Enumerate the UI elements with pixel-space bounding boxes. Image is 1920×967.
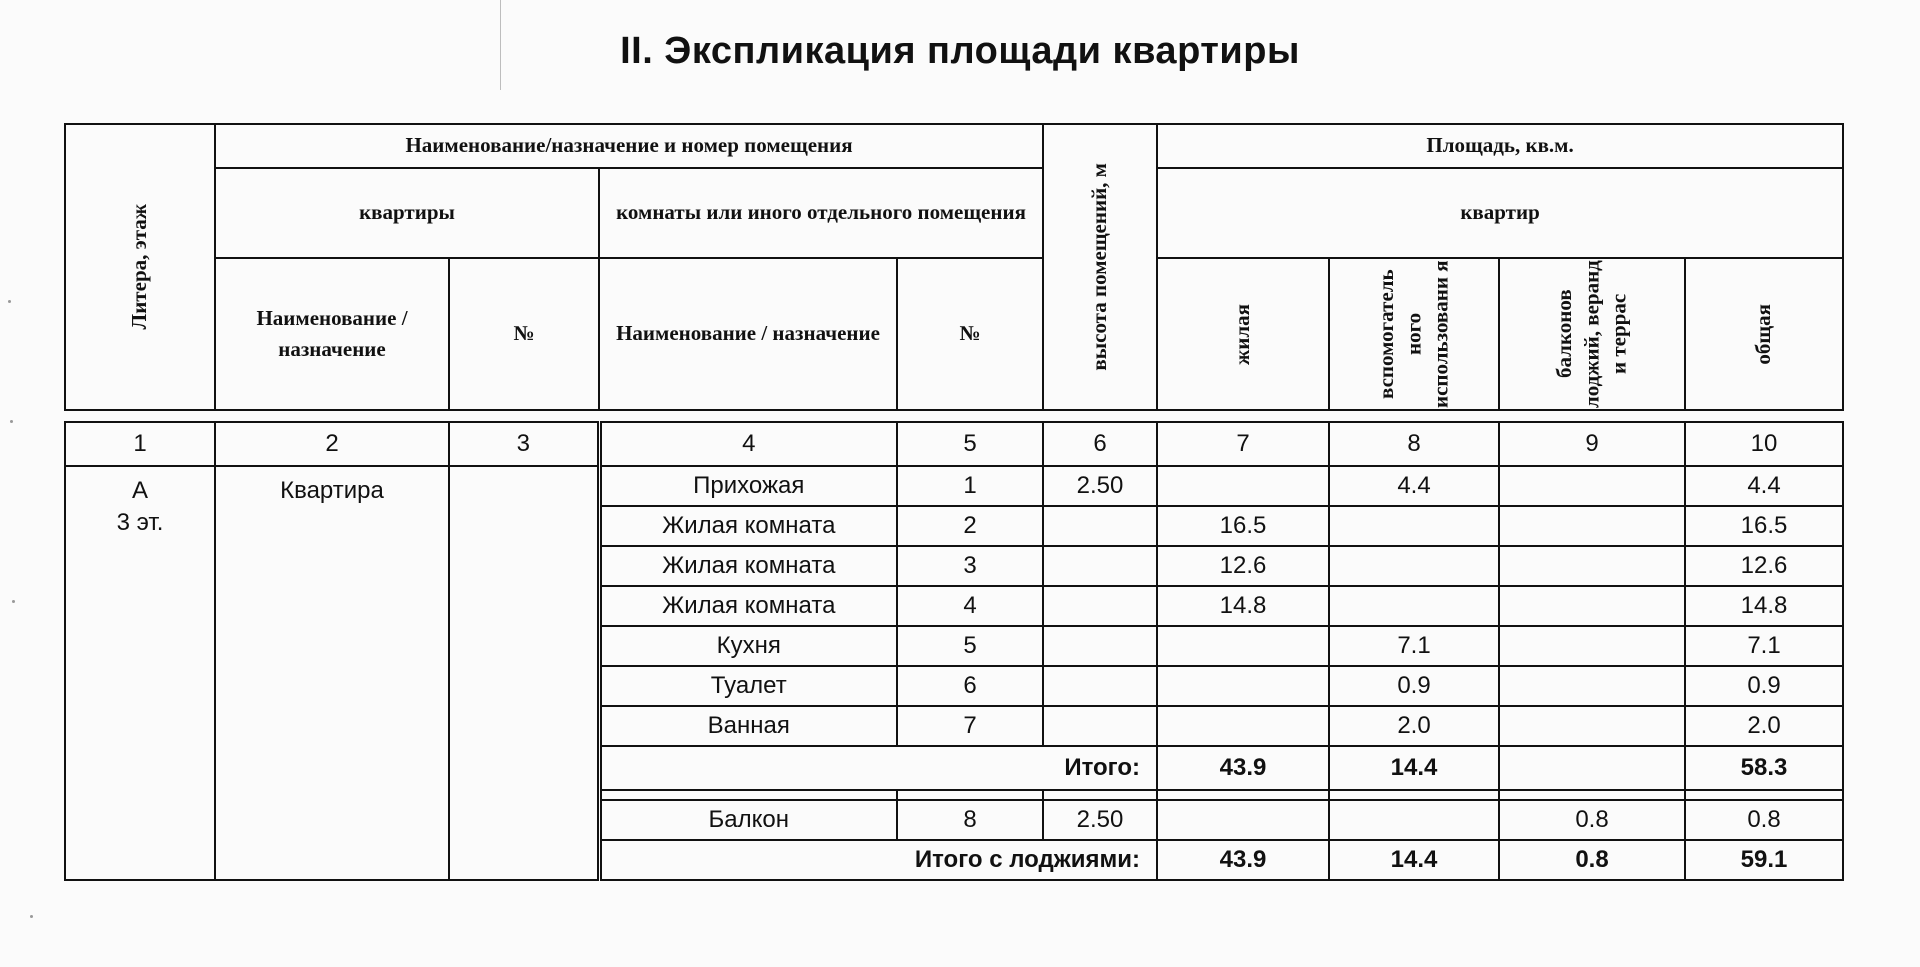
room-height: 2.50 [1043, 466, 1157, 506]
living-area [1157, 800, 1329, 840]
auxiliary-area [1329, 506, 1499, 546]
auxiliary-area: 4.4 [1329, 466, 1499, 506]
auxiliary-area [1329, 800, 1499, 840]
room-name: Жилая комната [599, 506, 897, 546]
living-area [1157, 466, 1329, 506]
room-name-group-header: Наименование/назначение и номер помещения [215, 124, 1043, 168]
room-name: Ванная [599, 706, 897, 746]
room-name: Кухня [599, 626, 897, 666]
total-area: 0.8 [1685, 800, 1843, 840]
column-number: 1 [65, 422, 215, 466]
grand-total-total: 59.1 [1685, 840, 1843, 880]
room-number: 3 [897, 546, 1043, 586]
total-area-header: общая [1685, 258, 1843, 410]
subtotal-living: 43.9 [1157, 746, 1329, 790]
balcony-area [1499, 546, 1685, 586]
apartment-number-cell [449, 466, 599, 880]
balcony-area: 0.8 [1499, 800, 1685, 840]
col-litera-floor-header: Литера, этаж [65, 124, 215, 410]
column-number: 4 [599, 422, 897, 466]
balcony-area [1499, 666, 1685, 706]
total-area: 14.8 [1685, 586, 1843, 626]
living-area: 16.5 [1157, 506, 1329, 546]
scan-speck [8, 300, 11, 303]
living-area: 12.6 [1157, 546, 1329, 586]
balcony-area [1499, 466, 1685, 506]
room-name-header: Наименование / назначение [599, 258, 897, 410]
litera: А [131, 477, 148, 504]
scan-speck [10, 420, 13, 423]
column-number: 7 [1157, 422, 1329, 466]
room-name: Прихожая [599, 466, 897, 506]
table-row [65, 466, 1843, 506]
room-height [1043, 546, 1157, 586]
room-name: Балкон [599, 800, 897, 840]
auxiliary-area: 0.9 [1329, 666, 1499, 706]
total-area: 2.0 [1685, 706, 1843, 746]
column-number: 8 [1329, 422, 1499, 466]
room-height [1043, 506, 1157, 546]
balcony-area [1499, 706, 1685, 746]
room-name: Жилая комната [599, 586, 897, 626]
subtotal-label: Итого: [599, 746, 1157, 790]
col-height-header: высота помещений, м [1043, 124, 1157, 410]
total-area: 12.6 [1685, 546, 1843, 586]
subtotal-auxiliary: 14.4 [1329, 746, 1499, 790]
scan-speck [30, 915, 33, 918]
grand-total-living: 43.9 [1157, 840, 1329, 880]
litera-floor-cell [65, 466, 215, 880]
balcony-area [1499, 506, 1685, 546]
column-number-row [65, 422, 1843, 466]
room-number: 7 [897, 706, 1043, 746]
column-number: 2 [215, 422, 449, 466]
room-height [1043, 586, 1157, 626]
apartment-name-cell: Квартира [215, 466, 449, 880]
apartment-subheader: квартиры [215, 168, 599, 258]
total-area: 7.1 [1685, 626, 1843, 666]
auxiliary-area [1329, 586, 1499, 626]
room-number: 8 [897, 800, 1043, 840]
grand-total-balcony: 0.8 [1499, 840, 1685, 880]
living-area: 14.8 [1157, 586, 1329, 626]
column-number: 10 [1685, 422, 1843, 466]
living-area [1157, 666, 1329, 706]
room-number: 2 [897, 506, 1043, 546]
living-area [1157, 706, 1329, 746]
page-title: II. Экспликация площади квартиры [620, 30, 1300, 72]
grand-total-auxiliary: 14.4 [1329, 840, 1499, 880]
apartment-name-header: Наименование / назначение [215, 258, 449, 410]
room-number: 6 [897, 666, 1043, 706]
auxiliary-area [1329, 546, 1499, 586]
column-number: 6 [1043, 422, 1157, 466]
column-number: 3 [449, 422, 599, 466]
room-name: Туалет [599, 666, 897, 706]
balcony-area [1499, 586, 1685, 626]
balcony-area-header: балконов лоджий, веранд и террас [1499, 258, 1685, 410]
column-number: 9 [1499, 422, 1685, 466]
auxiliary-area: 7.1 [1329, 626, 1499, 666]
balcony-area [1499, 626, 1685, 666]
explication-body [64, 421, 1844, 881]
room-number-header: № [897, 258, 1043, 410]
auxiliary-area-header: вспомогатель ного использовани я [1329, 258, 1499, 410]
room-number: 1 [897, 466, 1043, 506]
room-height [1043, 666, 1157, 706]
room-height: 2.50 [1043, 800, 1157, 840]
living-area [1157, 626, 1329, 666]
total-area: 0.9 [1685, 666, 1843, 706]
room-height [1043, 706, 1157, 746]
floor: 3 эт. [116, 509, 164, 537]
grand-total-label: Итого с лоджиями: [599, 840, 1157, 880]
scan-speck [12, 600, 15, 603]
subtotal-balcony [1499, 746, 1685, 790]
living-area-header: жилая [1157, 258, 1329, 410]
total-area: 16.5 [1685, 506, 1843, 546]
room-number: 5 [897, 626, 1043, 666]
room-height [1043, 626, 1157, 666]
area-group-header: Площадь, кв.м. [1157, 124, 1843, 168]
column-number: 5 [897, 422, 1043, 466]
room-number: 4 [897, 586, 1043, 626]
subtotal-total: 58.3 [1685, 746, 1843, 790]
room-name: Жилая комната [599, 546, 897, 586]
explication-header [64, 123, 1844, 411]
auxiliary-area: 2.0 [1329, 706, 1499, 746]
total-area: 4.4 [1685, 466, 1843, 506]
area-subheader: квартир [1157, 168, 1843, 258]
rooms-subheader: комнаты или иного отдельного помещения [599, 168, 1043, 258]
apartment-number-header: № [449, 258, 599, 410]
